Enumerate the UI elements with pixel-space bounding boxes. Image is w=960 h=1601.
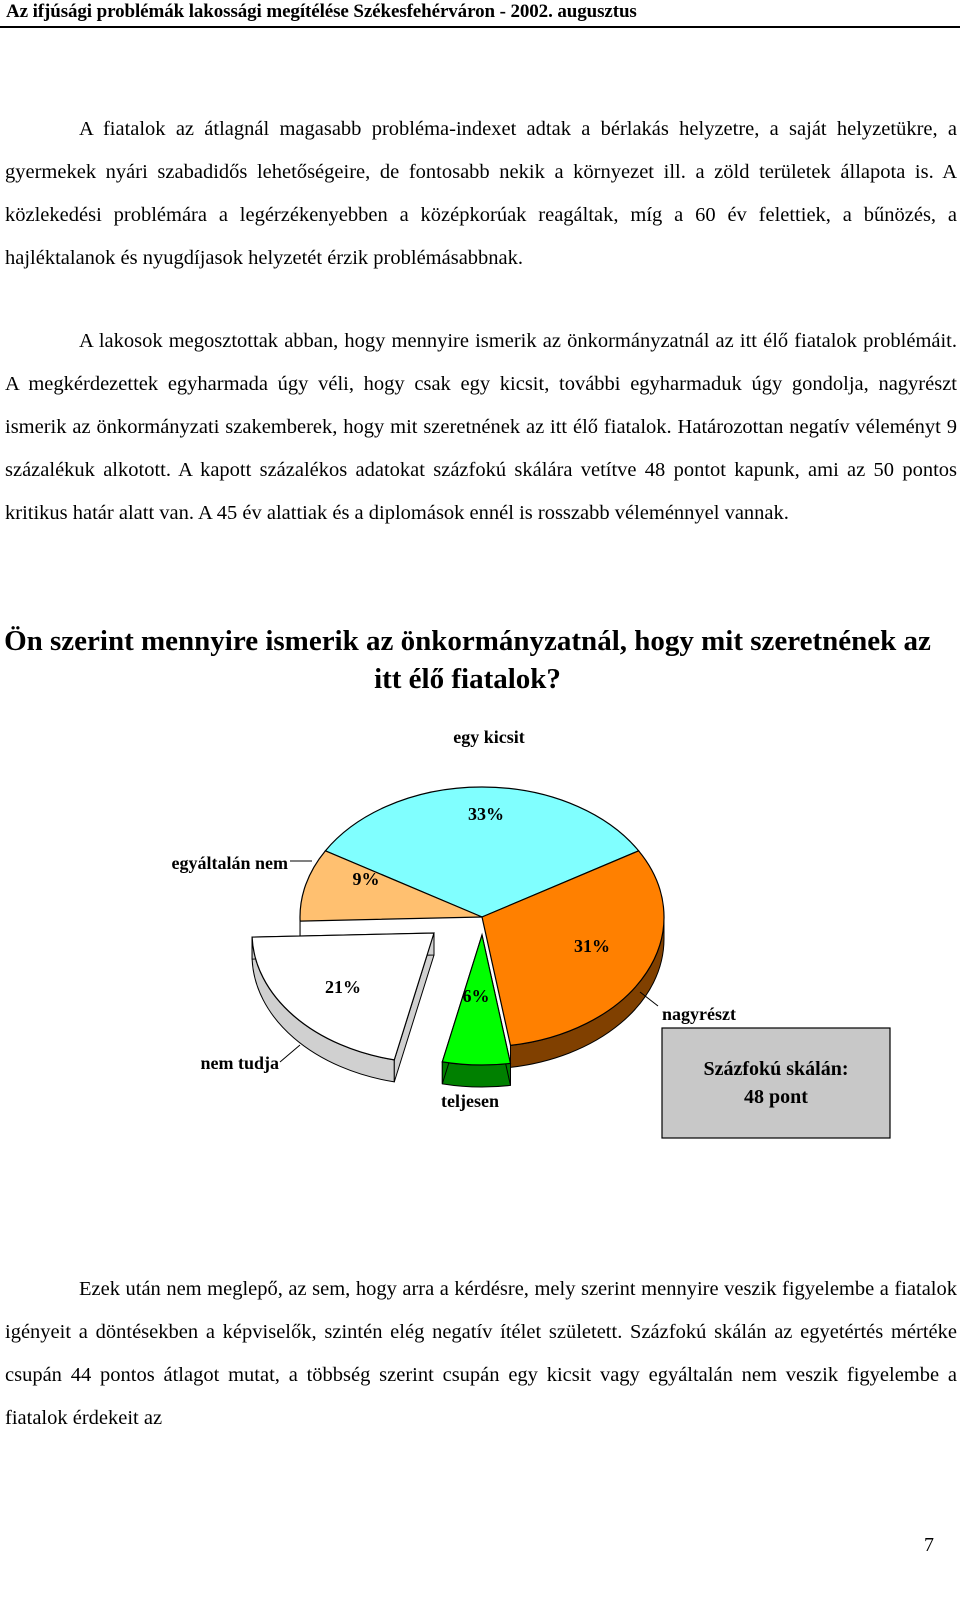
leader-line-4 (280, 1045, 300, 1062)
category-label-3: teljesen (441, 1091, 499, 1111)
value-label-4: 21% (325, 977, 361, 997)
paragraph-2: A lakosok megosztottak abban, hogy mennyire ismerik az önkormányzatnál az itt élő fiatalok problémáit. A megkérdezettek egyharmada úgy véli, hogy csak egy kicsit, további egyharmaduk úgy gondolja, nagyrészt ismerik az önkormányzati szakemberek, hogy mit szeretnének az itt élő fiatalok. Határozottan negatív véleményt 9 százalékuk alkotott. A kapott százalékos adatokat százfokú skálára vetítve 48 pontot kapunk, ami az 50 pontos kritikus határ alatt van. A 45 év alattiak és a diplomások ennél is rosszabb véleménnyel vannak. (5, 330, 957, 524)
category-label-2: nagyrészt (662, 1004, 736, 1024)
value-label-3: 6% (462, 986, 490, 1006)
category-label-1: egy kicsit (453, 727, 525, 747)
header-title: Az ifjúsági problémák lakossági megítélése Székesfehérváron - 2002. augusztus (6, 1, 637, 22)
category-label-4: nem tudja (200, 1053, 279, 1073)
value-label-5: 9% (352, 869, 380, 889)
scale-annotation (662, 1028, 890, 1138)
annotation-line-2: 48 pont (744, 1086, 808, 1108)
page-number: 7 (924, 1534, 934, 1556)
annotation-line-1: Százfokú skálán: (703, 1058, 849, 1080)
slice-wall (442, 1062, 510, 1087)
value-label-2: 31% (574, 936, 610, 956)
paragraph-3: Ezek után nem meglepő, az sem, hogy arra a kérdésre, mely szerint mennyire veszik figyelembe a fiatalok igényeit a döntésekben a képviselők, szintén elég negatív ítélet született. Százfokú skálán az egyetértés mértéke csupán 44 pontos átlagot mutat, a többség szerint csupán egy kicsit vagy egyáltalán nem veszik figyelembe a fiatalok érdekeit az (5, 1278, 957, 1429)
category-label-5: egyáltalán nem (171, 853, 288, 873)
chart-title: Ön szerint mennyire ismerik az önkormányzatnál, hogy mit szeretnének az itt élő fiatalok? (4, 625, 931, 695)
paragraph-1: A fiatalok az átlagnál magasabb probléma-indexet adtak a bérlakás helyzetre, a saját helyzetükre, a gyermekek nyári szabadidős lehetőségeire, de fontosabb nekik a környezet ill. a zöld területek állapota is. A közlekedési problémára a legérzékenyebben a középkorúak reagáltak, míg a 60 év felettiek, a bűnözés, a hajléktalanok és nyugdíjasok helyzetét érzik problémásabbnak. (5, 118, 957, 269)
page-header (0, 0, 960, 28)
annotation-box (662, 1028, 890, 1138)
value-label-1: 33% (468, 804, 504, 824)
pie-chart (0, 700, 960, 1160)
